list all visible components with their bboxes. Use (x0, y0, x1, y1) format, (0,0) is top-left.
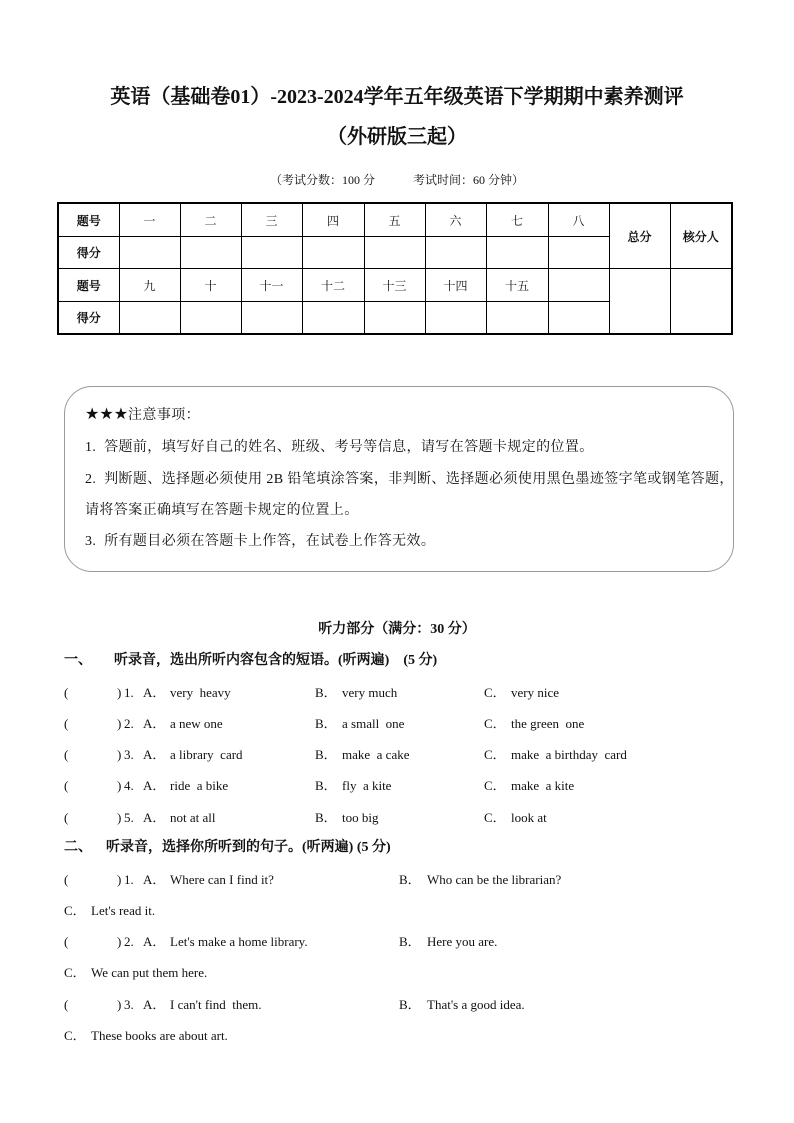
option-b-label: B． (315, 747, 337, 762)
question-number-cell: 三 (241, 203, 302, 237)
option-c-text: very nice (511, 685, 560, 700)
score-cell (486, 302, 548, 335)
option-a-label: A． (143, 716, 166, 731)
option-b-label: B． (399, 997, 421, 1012)
section-1-header (64, 651, 744, 671)
notice-item: 1. 答题前，填写好自己的姓名、班级、考号等信息，请写在答题卡规定的位置。 (85, 440, 594, 455)
notice-title-text: 注意事项： (128, 408, 201, 423)
answer-bracket-close: ) (117, 872, 122, 887)
listening-heading: 听力部分（满分：30 分） (318, 622, 476, 637)
score-cell (302, 302, 364, 335)
option-c-label: C． (64, 903, 86, 918)
section-number: 一、 (64, 653, 92, 668)
question-number-cell: 十一 (241, 269, 302, 302)
answer-bracket-close: ) (117, 716, 122, 731)
option-c-text: the green one (511, 716, 585, 731)
option-b-text: a small one (342, 716, 405, 731)
option-c-label: C． (484, 685, 506, 700)
question-item (64, 776, 744, 796)
option-c-text: look at (511, 810, 547, 825)
score-cell (119, 302, 180, 335)
question-item (64, 683, 744, 703)
score-label: 得分 (58, 237, 119, 269)
score-label: 得分 (58, 302, 119, 335)
score-cell (548, 237, 609, 269)
score-cell (486, 237, 548, 269)
answer-bracket-close: ) (117, 934, 122, 949)
score-cell (302, 237, 364, 269)
question-number: 1. (124, 872, 134, 887)
page-title: 英语（基础卷01）-2023-2024学年五年级英语下学期期中素养测评 (110, 86, 684, 108)
question-item (64, 808, 744, 828)
option-a-label: A． (143, 747, 166, 762)
option-b-text: Here you are. (427, 934, 498, 949)
exam-score-info: （考试分数：100 分 (269, 173, 375, 187)
notice-box (64, 386, 734, 572)
option-a-text: a library card (170, 747, 243, 762)
question-number-cell: 五 (364, 203, 425, 237)
question-number-cell: 十五 (486, 269, 548, 302)
option-b-text: too big (342, 810, 379, 825)
option-c-text: Let's read it. (91, 903, 156, 918)
score-cell (180, 302, 241, 335)
answer-bracket-close: ) (117, 778, 122, 793)
answer-bracket-open: ( (64, 997, 69, 1012)
checker-cell (670, 269, 732, 335)
option-a-label: A． (143, 997, 166, 1012)
option-c-label: C． (64, 965, 86, 980)
option-a-label: A． (143, 778, 166, 793)
answer-bracket-open: ( (64, 716, 69, 731)
question-option-c-line (64, 963, 744, 983)
question-item (64, 714, 744, 734)
notice-item: 请将答案正确填写在答题卡规定的位置上。 (85, 503, 359, 518)
question-number-cell: 十二 (302, 269, 364, 302)
option-b-text: That's a good idea. (427, 997, 525, 1012)
star-icon: ★★★ (85, 406, 129, 423)
question-number-label: 题号 (58, 269, 119, 302)
option-a-label: A． (143, 810, 166, 825)
question-number: 4. (124, 778, 134, 793)
exam-info (0, 171, 794, 189)
question-number-cell: 十四 (425, 269, 486, 302)
option-b-label: B． (315, 810, 337, 825)
total-score-label: 总分 (609, 203, 670, 269)
section-instruction: 听录音，选择你所听到的句子。(听两遍) (5 分) (106, 840, 391, 855)
option-c-label: C． (484, 716, 506, 731)
score-cell (241, 237, 302, 269)
option-c-label: C． (484, 747, 506, 762)
answer-bracket-close: ) (117, 747, 122, 762)
question-number-cell: 二 (180, 203, 241, 237)
question-number: 5. (124, 810, 134, 825)
score-cell (425, 302, 486, 335)
checker-label: 核分人 (670, 203, 732, 269)
question-number-cell: 六 (425, 203, 486, 237)
notice-item: 2. 判断题、选择题必须使用 2B 铅笔填涂答案，非判断、选择题必须使用黑色墨迹签字笔或钢笔答题， (85, 472, 734, 487)
total-score-cell (609, 269, 670, 335)
option-c-text: make a birthday card (511, 747, 627, 762)
section-number: 二、 (64, 840, 92, 855)
question-number-cell: 九 (119, 269, 180, 302)
answer-bracket-open: ( (64, 778, 69, 793)
option-a-label: A． (143, 872, 166, 887)
exam-time-info: 考试时间：60 分钟） (413, 173, 525, 187)
question-number: 2. (124, 934, 134, 949)
option-b-text: very much (342, 685, 398, 700)
table-row (58, 269, 732, 302)
section-2-header (64, 838, 744, 858)
option-c-text: These books are about art. (91, 1028, 228, 1043)
option-b-label: B． (315, 778, 337, 793)
option-a-label: A． (143, 934, 166, 949)
score-cell (364, 237, 425, 269)
answer-bracket-open: ( (64, 747, 69, 762)
question-number: 1. (124, 685, 134, 700)
question-number-cell: 四 (302, 203, 364, 237)
table-row (58, 203, 732, 237)
option-b-label: B． (399, 934, 421, 949)
option-a-label: A． (143, 685, 166, 700)
option-a-text: a new one (170, 716, 223, 731)
question-number-cell: 七 (486, 203, 548, 237)
option-c-text: We can put them here. (91, 965, 208, 980)
option-c-label: C． (64, 1028, 86, 1043)
section-instruction: 听录音，选出所听内容包含的短语。(听两遍) (5 分) (114, 653, 438, 668)
notice-title (85, 405, 200, 426)
question-item (64, 995, 744, 1015)
score-cell (241, 302, 302, 335)
option-c-label: C． (484, 810, 506, 825)
question-number: 3. (124, 747, 134, 762)
question-number-label: 题号 (58, 203, 119, 237)
answer-bracket-close: ) (117, 997, 122, 1012)
question-option-c-line (64, 901, 744, 921)
option-b-text: make a cake (342, 747, 410, 762)
question-number-cell: 八 (548, 203, 609, 237)
option-b-label: B． (315, 716, 337, 731)
answer-bracket-open: ( (64, 872, 69, 887)
option-a-text: ride a bike (170, 778, 229, 793)
question-item (64, 745, 744, 765)
option-a-text: Where can I find it? (170, 872, 274, 887)
option-c-label: C． (484, 778, 506, 793)
question-number-cell (548, 269, 609, 302)
question-number-cell: 十三 (364, 269, 425, 302)
answer-bracket-open: ( (64, 810, 69, 825)
notice-item: 3. 所有题目必须在答题卡上作答，在试卷上作答无效。 (85, 534, 436, 549)
option-a-text: very heavy (170, 685, 231, 700)
score-cell (119, 237, 180, 269)
question-number-cell: 一 (119, 203, 180, 237)
question-number: 3. (124, 997, 134, 1012)
option-a-text: I can't find them. (170, 997, 262, 1012)
answer-bracket-open: ( (64, 685, 69, 700)
option-b-text: Who can be the librarian? (427, 872, 562, 887)
question-item (64, 932, 744, 952)
option-b-text: fly a kite (342, 778, 392, 793)
score-cell (425, 237, 486, 269)
question-number: 2. (124, 716, 134, 731)
option-c-text: make a kite (511, 778, 575, 793)
question-item (64, 870, 744, 890)
answer-bracket-close: ) (117, 685, 122, 700)
answer-bracket-close: ) (117, 810, 122, 825)
option-b-label: B． (315, 685, 337, 700)
score-cell (548, 302, 609, 335)
score-table (57, 202, 733, 335)
score-cell (364, 302, 425, 335)
question-number-cell: 十 (180, 269, 241, 302)
option-b-label: B． (399, 872, 421, 887)
option-a-text: not at all (170, 810, 216, 825)
option-a-text: Let's make a home library. (170, 934, 308, 949)
score-cell (180, 237, 241, 269)
question-option-c-line (64, 1026, 744, 1046)
page-subtitle: （外研版三起） (327, 126, 467, 148)
answer-bracket-open: ( (64, 934, 69, 949)
